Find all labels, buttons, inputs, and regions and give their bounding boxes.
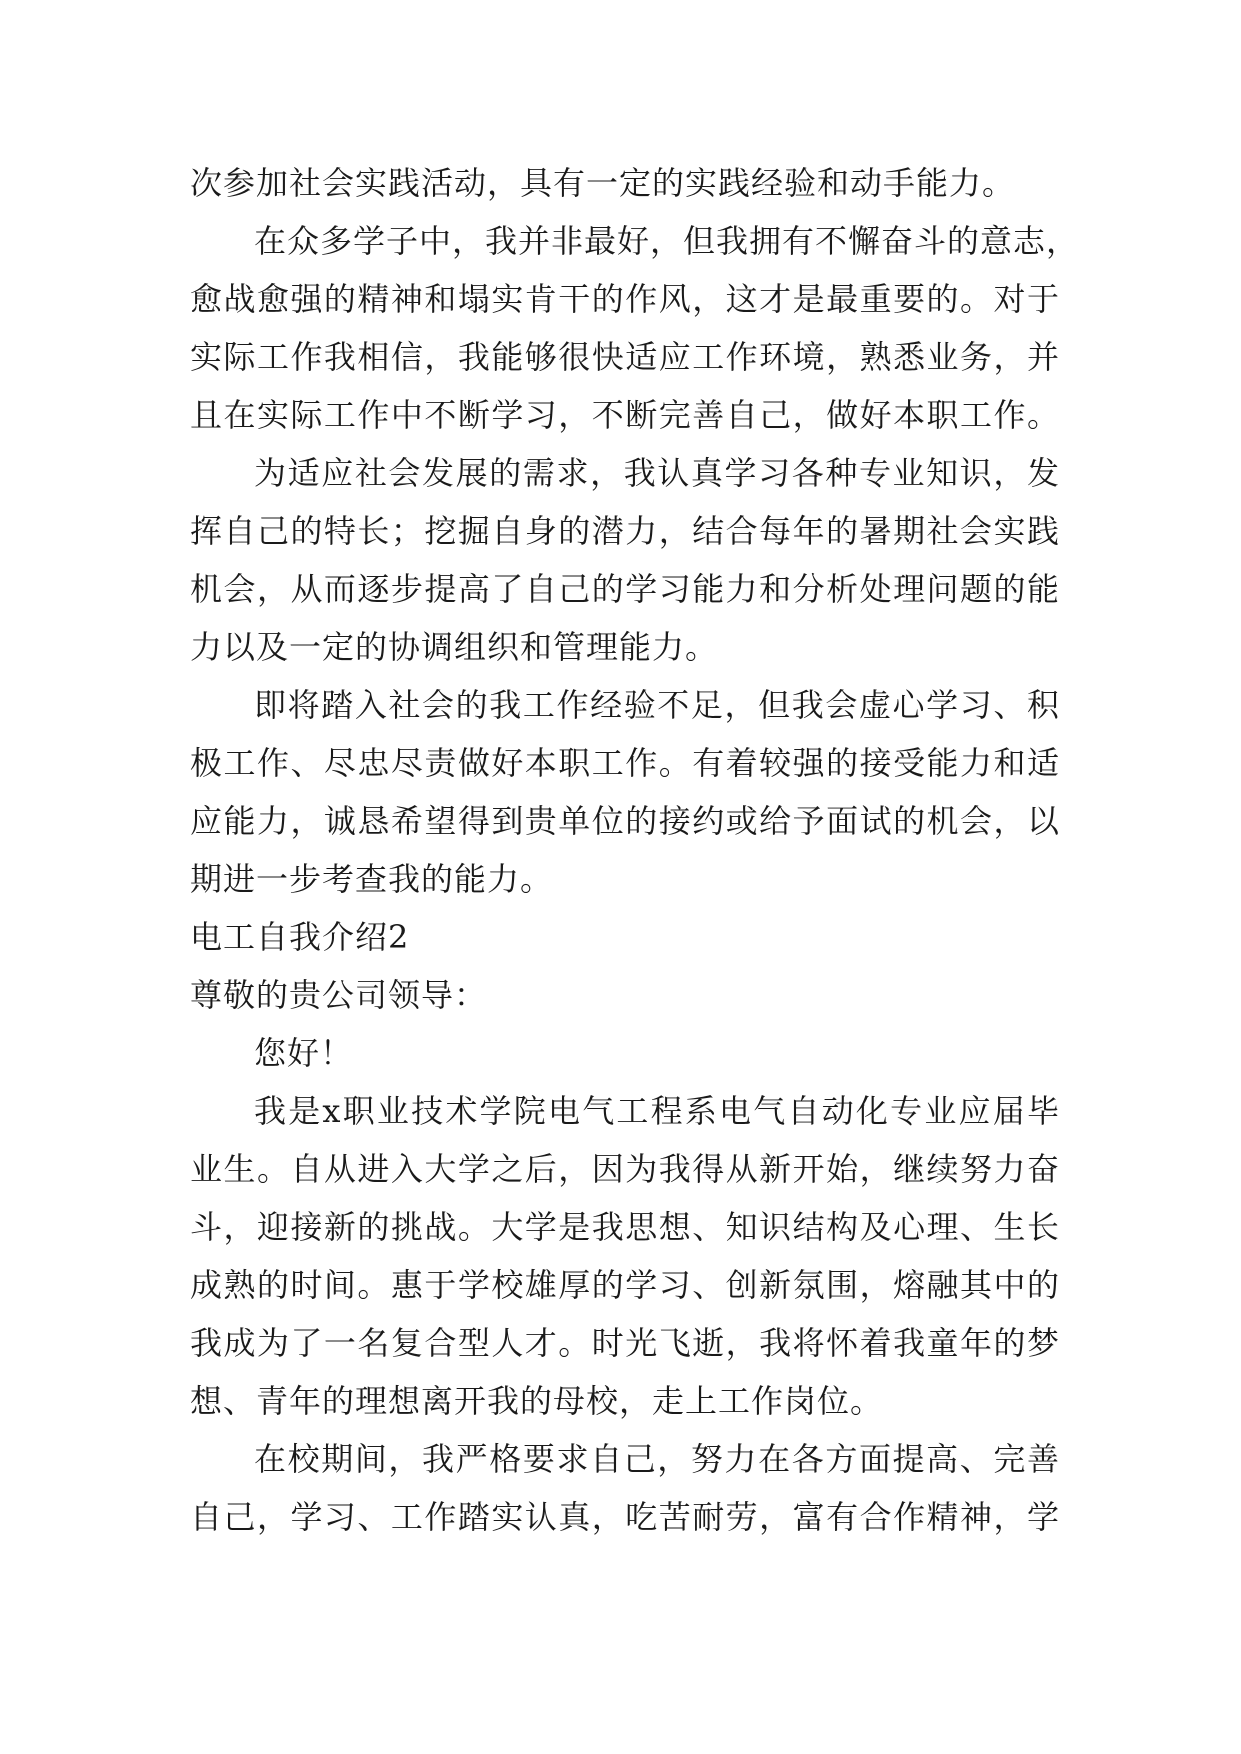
text-line: 期进一步考查我的能力。: [190, 860, 554, 898]
text-line: 斗，迎接新的挑战。大学是我思想、知识结构及心理、生长: [190, 1208, 1060, 1246]
text-line: 想、青年的理想离开我的母校，走上工作岗位。: [190, 1382, 884, 1420]
text-line: 我是x职业技术学院电气工程系电气自动化专业应届毕: [254, 1092, 1060, 1130]
text-line: 且在实际工作中不断学习，不断完善自己，做好本职工作。: [190, 396, 1060, 434]
text-line: 在众多学子中，我并非最好，但我拥有不懈奋斗的意志，: [254, 222, 1080, 260]
text-line: 在校期间，我严格要求自己，努力在各方面提高、完善: [254, 1440, 1060, 1478]
text-line: 为适应社会发展的需求，我认真学习各种专业知识，发: [254, 454, 1060, 492]
text-line: 应能力，诚恳希望得到贵单位的接约或给予面试的机会，以: [190, 802, 1060, 840]
text-line: 愈战愈强的精神和塌实肯干的作风，这才是最重要的。对于: [190, 280, 1060, 318]
text-line: 即将踏入社会的我工作经验不足，但我会虚心学习、积: [254, 686, 1060, 724]
text-line: 力以及一定的协调组织和管理能力。: [190, 628, 719, 666]
text-line: 我成为了一名复合型人才。时光飞逝，我将怀着我童年的梦: [190, 1324, 1060, 1362]
text-line: 业生。自从进入大学之后，因为我得从新开始，继续努力奋: [190, 1150, 1060, 1188]
text-line: 成熟的时间。惠于学校雄厚的学习、创新氛围，熔融其中的: [190, 1266, 1060, 1304]
text-line: 极工作、尽忠尽责做好本职工作。有着较强的接受能力和适: [190, 744, 1060, 782]
text-line: 实际工作我相信，我能够很快适应工作环境，熟悉业务，并: [190, 338, 1060, 376]
section-heading: 电工自我介绍2: [190, 918, 410, 956]
text-line: 挥自己的特长；挖掘自身的潜力，结合每年的暑期社会实践: [190, 512, 1060, 550]
text-line: 机会，从而逐步提高了自己的学习能力和分析处理问题的能: [190, 570, 1060, 608]
text-line: 次参加社会实践活动，具有一定的实践经验和动手能力。: [190, 164, 1016, 202]
greeting: 您好！: [254, 1034, 354, 1072]
salutation: 尊敬的贵公司领导：: [190, 976, 488, 1014]
text-line: 自己，学习、工作踏实认真，吃苦耐劳，富有合作精神，学: [190, 1498, 1060, 1536]
